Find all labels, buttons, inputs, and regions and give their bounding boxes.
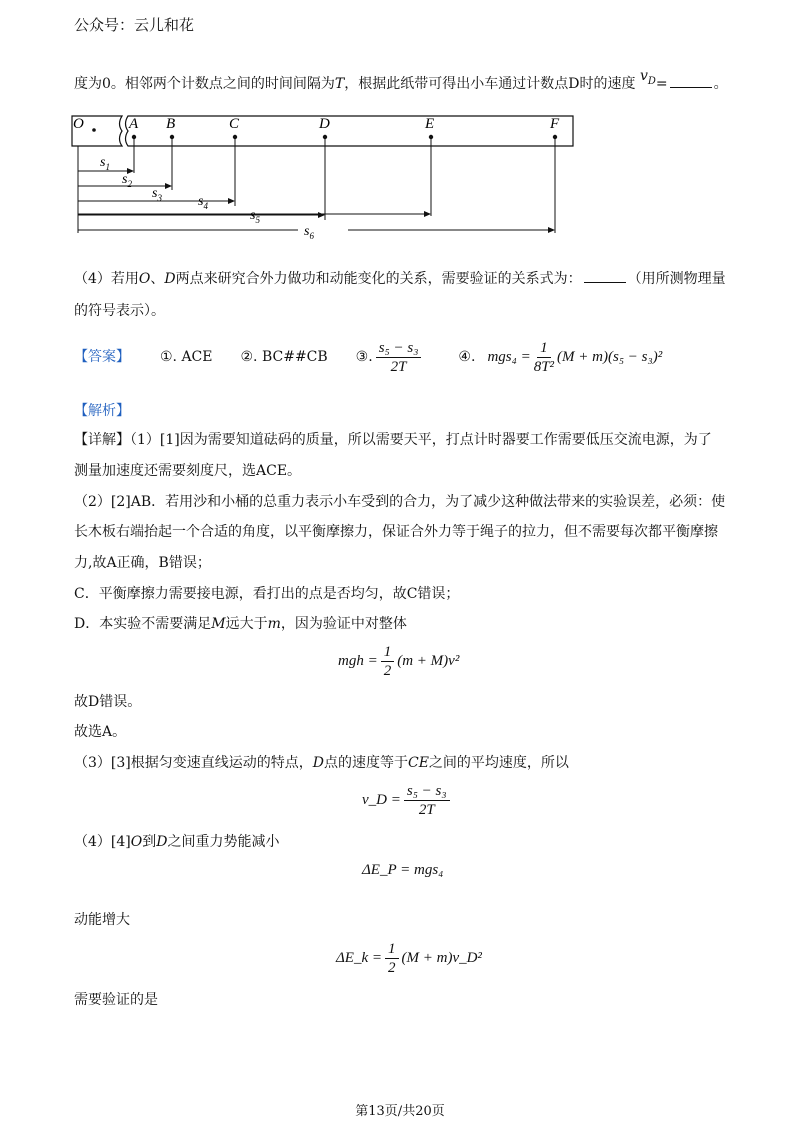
p3-CE: CE: [407, 755, 429, 771]
p4-text-b: 到: [142, 834, 157, 850]
q4-answer-blank[interactable]: [584, 268, 626, 283]
q4-O: O: [138, 271, 151, 287]
eq2-fraction: [404, 782, 450, 819]
p4-text-c: 之间重力势能减小: [167, 834, 280, 850]
answer-blank[interactable]: [670, 73, 712, 88]
eq1-fraction: [381, 643, 395, 680]
eq1-num: 1: [381, 643, 395, 662]
answer-3-num: s₅ − s₃: [376, 339, 422, 358]
eq4-fraction: [385, 940, 399, 977]
answer-4-den: 8T²: [533, 358, 555, 375]
p3-text-b: 点的速度等于: [323, 755, 408, 771]
p4-O: O: [130, 834, 143, 850]
analysis-p5: 动能增大: [74, 912, 130, 928]
q4-text-b: 两点来研究合外力做功和动能变化的关系，需要验证的关系式为：: [175, 271, 582, 287]
vD-symbol: v: [639, 68, 648, 84]
label-s6: $s_6$: [304, 224, 314, 241]
label-s3: $s_3$: [152, 186, 162, 203]
point-label-A: A: [129, 116, 139, 132]
eq4-num: 1: [385, 940, 399, 959]
eq1-right: (m + M)v²: [397, 653, 460, 669]
analysis-p6: 需要验证的是: [74, 992, 158, 1008]
equation-3: ΔE_P = mgs₄: [362, 862, 444, 878]
answer-tag: 【答案】: [74, 349, 130, 365]
eq2-den: 2T: [418, 802, 435, 818]
point-label-F: F: [550, 116, 560, 132]
label-s1: $s_1$: [100, 155, 110, 172]
p2e-M: M: [211, 616, 226, 632]
page-header: 公众号：云儿和花: [74, 16, 195, 34]
dot-mark: [92, 128, 96, 132]
answer-2: ②. BC##CB: [240, 349, 328, 365]
intro-text-a: 度为0。相邻两个计数点之间的时间间隔为: [74, 76, 335, 92]
intro-end: 。: [713, 76, 728, 92]
label-s2: $s_2$: [122, 172, 132, 189]
q4-text-a: （4）若用: [74, 271, 139, 287]
eq1-left: mgh =: [338, 653, 378, 669]
analysis-p2b: 长木板右端抬起一个合适的角度，以平衡摩擦力，保证合外力等于绳子的拉力，但不需要每次都平衡摩擦: [74, 524, 718, 540]
point-label-D: D: [319, 116, 330, 132]
answer-4-num: 1: [537, 339, 551, 358]
answer-1: ①. ACE: [160, 349, 213, 365]
eq2-left: v_D =: [362, 792, 401, 808]
analysis-p2c: 力,故A正确，B错误；: [74, 555, 211, 571]
p4-D: D: [156, 834, 168, 850]
q4-D: D: [164, 271, 176, 287]
p3-text-a: （3）[3]根据匀变速直线运动的特点，: [74, 755, 313, 771]
p2e-text-a: D．本实验不需要满足: [74, 616, 212, 632]
vD-sub: D: [647, 75, 656, 87]
tape-main-piece: [126, 116, 574, 146]
page-footer: 第13页/共20页: [355, 1104, 445, 1119]
equation-4: [336, 940, 482, 977]
analysis-p2d: C．平衡摩擦力需要接电源，看打出的点是否均匀，故C错误；: [74, 586, 460, 602]
p2e-text-c: ，因为验证中对整体: [280, 616, 407, 632]
answer-4-left: mgs₄ =: [487, 349, 531, 365]
intro-eq: =: [655, 76, 668, 92]
answer-3-den: 2T: [390, 358, 407, 375]
answer-row: [74, 337, 662, 377]
eq2-num: s₅ − s₃: [404, 782, 450, 801]
analysis-p2e: [74, 614, 407, 634]
equation-2: [362, 782, 453, 819]
p4-text-a: （4）[4]: [74, 834, 131, 850]
point-label-O: O: [73, 116, 84, 132]
analysis-p2g: 故选A。: [74, 724, 127, 740]
label-s4: $s_4$: [198, 194, 208, 211]
equation-1: [338, 643, 459, 680]
p3-text-c: 之间的平均速度，所以: [428, 755, 569, 771]
analysis-p1a: 【详解】（1）[1]因为需要知道砝码的质量，所以需要天平，打点计时器要工作需要低压交流电源，为了: [74, 432, 712, 448]
p2e-text-b: 远大于: [225, 616, 268, 632]
answer-4-fraction: [534, 339, 554, 376]
q4-line-2: 的符号表示）。: [74, 303, 165, 319]
intro-vD: [639, 68, 656, 87]
analysis-p1b: 测量加速度还需要刻度尺，选ACE。: [74, 463, 302, 479]
intro-T: T: [334, 76, 345, 92]
eq4-left: ΔE_k =: [336, 950, 382, 966]
analysis-tag: 【解析】: [74, 403, 130, 419]
intro-text-b: ，根据此纸带可得出小车通过计数点D时的速度: [344, 76, 636, 92]
q4-text-c: （用所测物理量: [627, 271, 726, 287]
analysis-p4: [74, 832, 279, 852]
point-label-E: E: [425, 116, 435, 132]
eq1-den: 2: [383, 663, 392, 679]
label-s5: $s_5$: [250, 208, 260, 225]
answer-4-label: ④.: [458, 349, 476, 365]
intro-line: [74, 68, 728, 100]
analysis-p2f: 故D错误。: [74, 694, 142, 710]
analysis-p3: [74, 753, 569, 773]
eq4-den: 2: [388, 960, 396, 976]
paper-tape-diagram: [70, 108, 580, 243]
point-label-B: B: [166, 116, 176, 132]
q4-line-1: [74, 268, 726, 289]
eq4-right: (M + m)v_D²: [401, 950, 482, 966]
answer-3-label: ③.: [355, 349, 373, 365]
p3-D: D: [312, 755, 324, 771]
point-label-C: C: [229, 116, 240, 132]
analysis-p2a: （2）[2]AB．若用沙和小桶的总重力表示小车受到的合力，为了减少这种做法带来的实验误差，必须：使: [74, 494, 726, 510]
p2e-m: m: [267, 616, 281, 632]
q4-sep: 、: [150, 271, 165, 287]
answer-3-fraction: [376, 339, 422, 376]
answer-4-right: (M + m)(s₅ − s₃)²: [557, 349, 663, 365]
